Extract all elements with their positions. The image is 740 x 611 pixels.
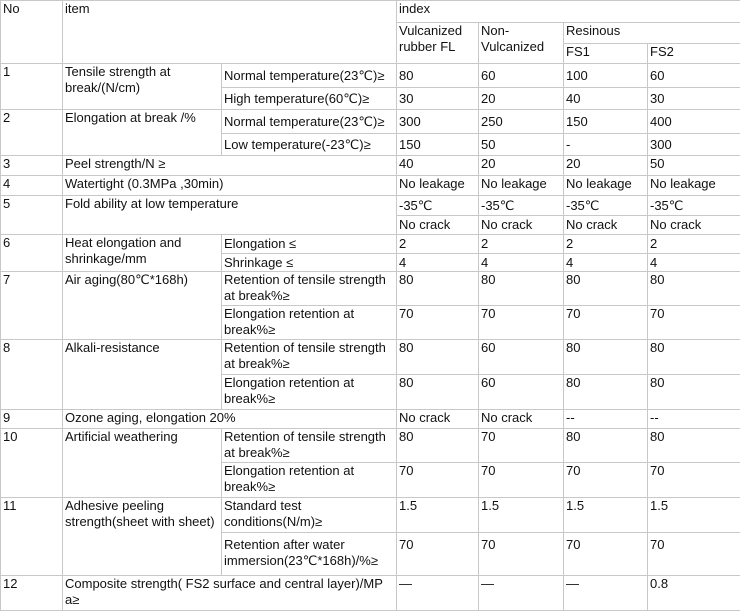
row-item: Tensile strength at break/(N/cm): [63, 64, 222, 110]
cell-fs2: --: [648, 410, 740, 429]
row-no: 2: [1, 110, 63, 156]
cell-nv: 250: [479, 110, 564, 134]
row-item: Peel strength/N ≥: [63, 156, 397, 176]
cell-nv: 70: [479, 463, 564, 498]
cell-fl: 70: [397, 533, 479, 576]
cell-fl: 80: [397, 64, 479, 88]
row-item: Alkali-resistance: [63, 340, 222, 410]
cell-fs2: 30: [648, 88, 740, 110]
cell-fs2: 70: [648, 463, 740, 498]
table-row: [1, 156, 740, 176]
cell-fl: 80: [397, 375, 479, 410]
row-condition: Retention after water immersion(23℃*168h)/%≥: [222, 533, 397, 576]
table-row: [1, 235, 740, 254]
cell-fs1: 2: [564, 235, 648, 254]
row-item: Heat elongation and shrinkage/mm: [63, 235, 222, 272]
cell-fs1: 40: [564, 88, 648, 110]
row-condition: Standard test conditions(N/m)≥: [222, 498, 397, 533]
row-no: 8: [1, 340, 63, 410]
row-condition: Elongation ≤: [222, 235, 397, 254]
cell-nv: 70: [479, 533, 564, 576]
cell-fs1: No crack: [564, 216, 648, 235]
row-item: Adhesive peeling strength(sheet with sheet): [63, 498, 222, 576]
cell-fl: -35℃: [397, 196, 479, 216]
cell-fl: No crack: [397, 410, 479, 429]
header-resinous: Resinous: [564, 23, 740, 44]
cell-fs1: 70: [564, 533, 648, 576]
header-row: [1, 1, 740, 23]
table-row: [1, 498, 740, 533]
cell-nv: 50: [479, 134, 564, 156]
row-item: Composite strength( FS2 surface and central layer)/MP a≥: [63, 576, 397, 611]
cell-fs2: 80: [648, 375, 740, 410]
cell-nv: No leakage: [479, 176, 564, 196]
row-no: 11: [1, 498, 63, 576]
cell-fl: 300: [397, 110, 479, 134]
cell-fs2: 80: [648, 340, 740, 375]
row-no: 3: [1, 156, 63, 176]
row-no: 10: [1, 429, 63, 498]
row-no: 6: [1, 235, 63, 272]
cell-fs1: 150: [564, 110, 648, 134]
header-index: index: [397, 1, 740, 23]
row-condition: Retention of tensile strength at break%≥: [222, 340, 397, 375]
cell-fl: 80: [397, 340, 479, 375]
row-no: 12: [1, 576, 63, 611]
row-no: 1: [1, 64, 63, 110]
cell-fs2: No leakage: [648, 176, 740, 196]
cell-fs2: 50: [648, 156, 740, 176]
row-no: 4: [1, 176, 63, 196]
table-row: [1, 272, 740, 306]
cell-fl: No crack: [397, 216, 479, 235]
table-row: [1, 64, 740, 88]
cell-fs1: —: [564, 576, 648, 611]
cell-nv: 70: [479, 306, 564, 340]
row-item: Fold ability at low temperature: [63, 196, 397, 235]
cell-fs1: 80: [564, 429, 648, 463]
table-row: [1, 176, 740, 196]
cell-fl: 2: [397, 235, 479, 254]
header-fs1: FS1: [564, 44, 648, 64]
header-non-vulcanized: Non-Vulcanized: [479, 23, 564, 64]
cell-fs2: 400: [648, 110, 740, 134]
cell-fs1: 100: [564, 64, 648, 88]
cell-fl: 80: [397, 272, 479, 306]
row-condition: Shrinkage ≤: [222, 254, 397, 272]
row-condition: Elongation retention at break%≥: [222, 375, 397, 410]
cell-fs2: 1.5: [648, 498, 740, 533]
row-condition: Elongation retention at break%≥: [222, 306, 397, 340]
header-item: item: [63, 1, 397, 64]
row-condition: High temperature(60℃)≥: [222, 88, 397, 110]
table-row: [1, 410, 740, 429]
cell-fs1: 1.5: [564, 498, 648, 533]
cell-fs2: 300: [648, 134, 740, 156]
cell-fs2: 2: [648, 235, 740, 254]
row-condition: Retention of tensile strength at break%≥: [222, 272, 397, 306]
cell-fl: 40: [397, 156, 479, 176]
cell-fs2: 70: [648, 306, 740, 340]
cell-fs1: 70: [564, 306, 648, 340]
cell-nv: No crack: [479, 216, 564, 235]
cell-fs2: 80: [648, 429, 740, 463]
cell-fl: 80: [397, 429, 479, 463]
cell-fs1: 20: [564, 156, 648, 176]
cell-fl: 70: [397, 463, 479, 498]
cell-nv: 2: [479, 235, 564, 254]
cell-fs1: No leakage: [564, 176, 648, 196]
cell-fl: 4: [397, 254, 479, 272]
row-condition: Retention of tensile strength at break%≥: [222, 429, 397, 463]
cell-fs1: 80: [564, 375, 648, 410]
cell-nv: 4: [479, 254, 564, 272]
cell-fs1: -35℃: [564, 196, 648, 216]
row-item: Elongation at break /%: [63, 110, 222, 156]
cell-fl: —: [397, 576, 479, 611]
cell-nv: No crack: [479, 410, 564, 429]
cell-fs2: 4: [648, 254, 740, 272]
cell-fs1: 4: [564, 254, 648, 272]
cell-fs1: 70: [564, 463, 648, 498]
row-condition: Elongation retention at break%≥: [222, 463, 397, 498]
cell-nv: -35℃: [479, 196, 564, 216]
cell-fs2: -35℃: [648, 196, 740, 216]
cell-fs1: 80: [564, 272, 648, 306]
row-item: Ozone aging, elongation 20%: [63, 410, 397, 429]
cell-fl: 1.5: [397, 498, 479, 533]
table-row: [1, 340, 740, 375]
cell-fs1: 80: [564, 340, 648, 375]
row-condition: Normal temperature(23℃)≥: [222, 64, 397, 88]
cell-nv: 20: [479, 156, 564, 176]
table-row: [1, 576, 740, 611]
table-row: [1, 429, 740, 463]
cell-nv: 1.5: [479, 498, 564, 533]
cell-nv: 60: [479, 64, 564, 88]
table-row: [1, 196, 740, 216]
row-no: 5: [1, 196, 63, 235]
cell-nv: 60: [479, 340, 564, 375]
cell-fl: 150: [397, 134, 479, 156]
cell-fs2: No crack: [648, 216, 740, 235]
cell-fs2: 70: [648, 533, 740, 576]
row-item: Air aging(80℃*168h): [63, 272, 222, 340]
header-no: No: [1, 1, 63, 64]
row-no: 7: [1, 272, 63, 340]
cell-fs1: -: [564, 134, 648, 156]
cell-fl: No leakage: [397, 176, 479, 196]
cell-nv: 60: [479, 375, 564, 410]
cell-fs2: 80: [648, 272, 740, 306]
cell-nv: 80: [479, 272, 564, 306]
row-condition: Normal temperature(23℃)≥: [222, 110, 397, 134]
cell-nv: 20: [479, 88, 564, 110]
header-fs2: FS2: [648, 44, 740, 64]
cell-fs2: 0.8: [648, 576, 740, 611]
table-row: [1, 110, 740, 134]
row-condition: Low temperature(-23℃)≥: [222, 134, 397, 156]
row-item: Watertight (0.3MPa ,30min): [63, 176, 397, 196]
cell-fs1: --: [564, 410, 648, 429]
cell-nv: —: [479, 576, 564, 611]
cell-fl: 70: [397, 306, 479, 340]
cell-fs2: 60: [648, 64, 740, 88]
row-item: Artificial weathering: [63, 429, 222, 498]
cell-nv: 70: [479, 429, 564, 463]
header-vulcanized: Vulcanized rubber FL: [397, 23, 479, 64]
row-no: 9: [1, 410, 63, 429]
cell-fl: 30: [397, 88, 479, 110]
